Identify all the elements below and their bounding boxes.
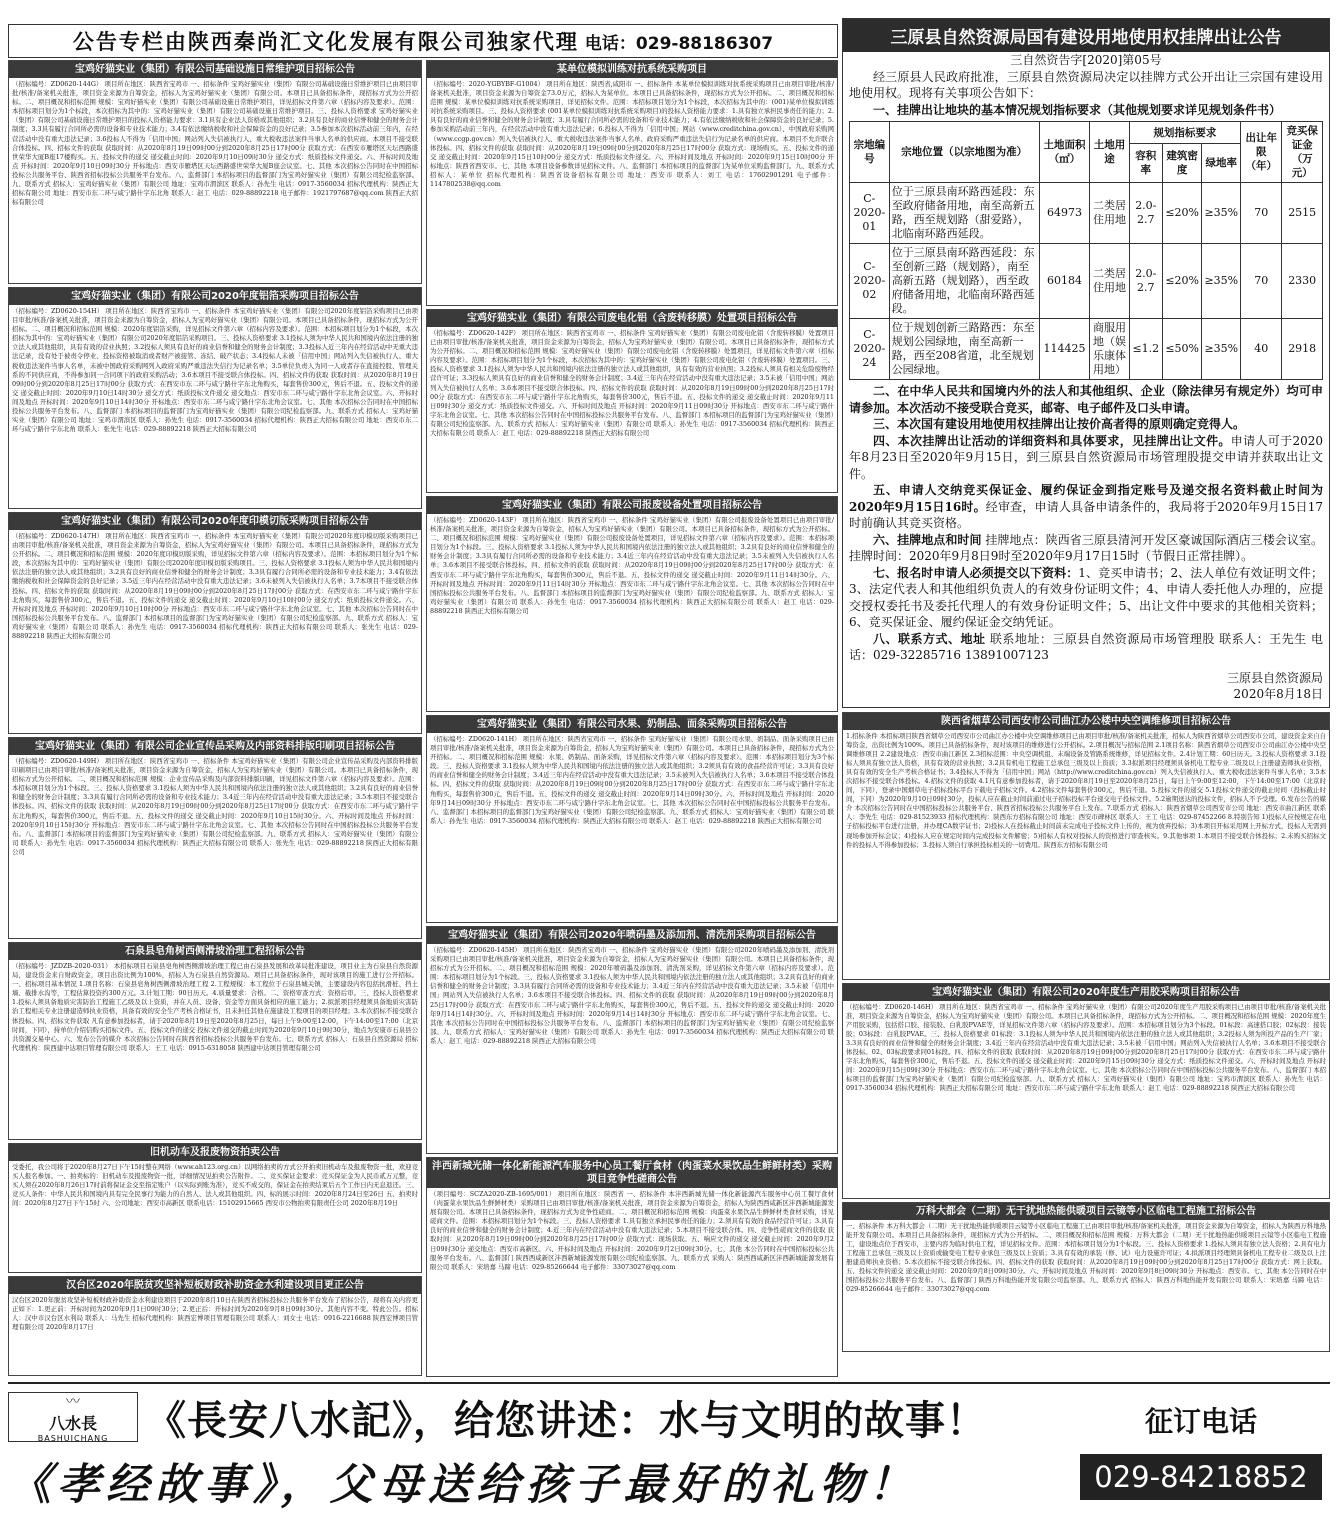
ad-slogan-2: 《孝经故事》，父母送给孩子最好的礼物！	[8, 1459, 918, 1510]
table-row	[850, 244, 1323, 319]
land-notice-title: 三原县自然资源局国有建设用地使用权挂牌出让公告	[843, 19, 1329, 52]
notice-title: 宝鸡好猫实业（集团）有限公司废电化铝（含废转移膜）处置项目招标公告	[427, 310, 837, 327]
land-auction-notice	[842, 18, 1330, 708]
notice-title: 宝鸡好猫实业（集团）有限公司2020年度生产用胶采购项目招标公告	[843, 984, 1329, 1001]
notice-b5	[426, 1157, 838, 1377]
cell-green: ≥35%	[1202, 183, 1241, 244]
th-area: 土地面积（㎡）	[1039, 122, 1090, 183]
land-notice-p8a: 八、联系方式、地址	[873, 631, 986, 646]
land-notice-p8b: 联系地址：三原县自然资源局市场管理股 联系人：王先生 电话：029-32285716 13891007123	[849, 631, 1323, 662]
notice-title: 宝鸡好猫实业（集团）有限公司2020年度铝箔采购项目招标公告	[9, 288, 421, 305]
agency-banner	[8, 24, 838, 58]
notice-body: （招标编号：ZD0620-144G） 项目所在地区：陕西省宝鸡市 一、招标条件 宝鸡好猫实业（集团）有限公司基础设施日常维护项目已由项目审批/核准/备案机关批准，项目资金来源为自筹资金，招标人为宝鸡好猫实业（集团）有限公司。本项目已具备招标条件，现招标方式为公开招标。二、项目概况和招标范围 规模：宝鸡好猫实业（集团）有限公司基础设施日常维护项目，详见招标文件第六章（招标内容及要求）。范围：本招标项目划分为1个标段，本次招标为其中的：宝鸡好猫实业（集团）有限公司基础设施日常维护项目。三、投标人资格要求 宝鸡好猫实业（集团）有限公司基础设施日常维护项目的投标人资格能力要求：3.1具有企业法人资格或其他组织；3.2具有良好的商业信誉和健全的财务会计制度；3.3具有履行合同所必需的设备和专业技术能力；3.4有依法缴纳税收和社会保障资金的良好记录；3.5参加本次招标活动前三年内，在经营活动中没有重大违法记录；3.6投标人不得为「信用中国」网站列入失信被执行人、重大税收违法案件当事人名单的供应商。本项目不接受联合体投标。四、招标文件的获取 获取时间：从2020年8月19日09时00分到2020年8月25日17时00分 获取方式：在西安市雁塔区天坛西路盛世荣华大厦B座17楼购买。五、投标文件的递交 递交截止时间：2020年9月10日09时30分 递交方式：纸质投标文件递交。六、开标时间及地点 开标时间：2020年9月10日09时30分 开标地点：西安市雁塔区天坛西路盛世荣华大厦B座会议室。七、其他 本次招标公告同时在中国招标投标公共服务平台、陕西省招标投标公共服务平台发布。八、监督部门 本招标项目的监督部门为宝鸡好猫实业（集团）有限公司纪检监察部。九、联系方式 招标人：宝鸡好猫实业（集团）有限公司 地址：宝鸡市渭滨区 联系人：孙先生 电话：0917-3560034 招标代理机构：陕西正大招标有限公司 地址：西安市东二环与咸宁路什字东北角 联系人：赵工 电话：029-88892218 电子邮件：1921797687@qq.com 陕西正大招标有限公司	[12, 80, 418, 207]
notice-title: 宝鸡好猫实业（集团）有限公司企业宣传品采购及内部资料排版印刷项目招标公告	[9, 738, 421, 755]
notice-a1	[8, 287, 422, 509]
notice-a6	[8, 1276, 422, 1376]
notice-body: （招标编号：ZD0620-147H） 项目所在地区：陕西省宝鸡市 一、招标条件 本宝鸡好猫实业（集团）有限公司2020年度印模切版采购项目已由项目审批/核准/备案机关批准，项目资金来源为自筹资金，招标人为宝鸡好猫实业（集团）有限公司。本项目已具备招标条件，现招标方式为公开招标。二、项目概况和招标范围 规模：2020年度印模切版采购，详见招标文件第六章（招标内容及要求）。范围：本招标项目划分为1个标段，本次招标为其中的：宝鸡好猫实业（集团）有限公司2020年度印模切版采购项目。三、投标人资格要求 3.1投标人须为中华人民共和国境内依法注册的独立法人或其他组织；3.2具有良好的商业信誉和健全的财务会计制度；3.3具有履行合同所必需的设备和专业技术能力；3.4有依法缴纳税收和社会保障资金的良好记录；3.5近三年内在经营活动中没有重大违法记录；3.6未被列入失信被执行人名单；3.7本项目不接受联合体投标。四、招标文件的获取 获取时间：从2020年8月19日09时00分到2020年8月25日17时00分 获取方式：在西安市东二环与咸宁路什字东北角购买，每套售价300元，售后不退。五、投标文件的递交 递交截止时间：2020年9月10日10时00分 递交方式：纸质投标文件递交。六、开标时间及地点 开标时间：2020年9月10日10时00分 开标地点：西安市东二环与咸宁路什字东北角会议室。七、其他 本次招标公告同时在中国招标投标公共服务平台发布。八、监督部门 本招标项目的监督部门为宝鸡好猫实业（集团）有限公司纪检监察部。九、联系方式 招标人：宝鸡好猫实业（集团）有限公司 联系人：孙先生 电话：0917-3560034 招标代理机构：陕西正大招标有限公司 联系人：张先生 电话：029-88892218 陕西正大招标有限公司	[12, 532, 418, 641]
notice-body: （招标编号：ZD0620-143F） 项目所在地区：陕西省宝鸡市 一、招标条件 宝鸡好猫实业（集团）有限公司报废设备处置项目已由项目审批/核准/备案机关批准，项目资金来源为自筹资金，招标人为宝鸡好猫实业（集团）有限公司。本项目已具备招标条件，现招标方式为公开招标。二、项目概况和招标范围 规模：宝鸡好猫实业（集团）有限公司报废设备处置项目，详见招标文件第六章（招标内容及要求）。范围：本招标项目划分为1个标段。三、投标人资格要求 3.1投标人须为中华人民共和国境内依法注册的独立法人或其他组织；3.2具有良好的商业信誉和健全的财务会计制度；3.3具有履行合同所必需的设备和专业技术能力；3.4近三年内在经营活动中没有重大违法记录；3.5未被列入失信被执行人名单；3.6本项目不接受联合体投标。四、招标文件的获取 获取时间：从2020年8月19日09时00分到2020年8月25日17时00分 获取方式：在西安市东二环与咸宁路什字东北角购买，每套售价300元，售后不退。五、投标文件的递交 递交截止时间：2020年9月11日14时30分。六、开标时间及地点 开标时间：2020年9月11日14时30分 开标地点：西安市东二环与咸宁路什字东北角会议室。七、其他 本次招标公告同时在中国招标投标公共服务平台发布。八、监督部门 本招标项目的监督部门为宝鸡好猫实业（集团）有限公司纪检监察部。九、联系方式 招标人：宝鸡好猫实业（集团）有限公司 联系人：孙先生 电话：0917-3560034 招标代理机构：陕西正大招标有限公司 联系人：赵工 电话：029-88892218 陕西正大招标有限公司	[430, 516, 834, 615]
notice-b4	[426, 926, 838, 1154]
cell-green: ≥35%	[1202, 319, 1241, 380]
land-notice-sec1: 一、挂牌出让地块的基本情况规划指标要求（其他规划要求详见规划条件书）	[873, 102, 1282, 117]
cell-density: ≤50%	[1162, 319, 1202, 380]
land-table	[849, 121, 1323, 380]
notice-body: 1.招标条件 本招标项目陕西省烟草公司西安市公司曲江办公楼中央空调维修项目已由项目审批/核准/备案机关批准，招标人为陕西省烟草公司西安市公司，建设资金来自自筹资金，出资比例为100%。项目已具备招标条件，现对该项目的维修进行公开招标。2.项目概况与招标范围 2.1项目名称：陕西省烟草公司西安市公司曲江办公楼中央空调维修项目 2.2建设地点：西安市曲江新区 2.3招标范围：中央空调机组、末端设备及管路系统维修，详见招标文件。2.4计划工期：60日历天。3.投标人资格要求 3.1投标人须具有独立法人资格，具有有效的营业执照；3.2具有机电工程施工总承包三级及以上资质；3.3拟派项目经理须具备机电工程专业二级及以上注册建造师执业资格，具有有效的安全生产考核合格证书；3.4投标人不得为「信用中国」网站（http://www.creditchina.gov.cn）列入失信被执行人、重大税收违法案件当事人名单；3.5本次招标不接受联合体投标。4.招标文件的获取 4.1凡有意参加投标者，请于2020年8月19日至2020年8月25日，每日上午9:00至12:00，下午14:00至17:00（北京时间，下同），登录中国烟草电子招标投标平台下载电子招标文件。4.2招标文件每套售价300元，售后不退。5.投标文件的递交 5.1投标文件递交的截止时间（投标截止时间，下同）为2020年9月10日09时30分，投标人应在截止时间前通过电子招标投标平台递交电子投标文件。5.2逾期送达的投标文件，招标人不予受理。6.发布公告的媒介 本次招标公告同时在中国招标投标公共服务平台、陕西省招标投标公共服务平台上发布。7.联系方式 招标人：陕西省烟草公司西安市公司 地址：西安市曲江新区 联系人：李先生 电话：029-81523933 招标代理机构：陕西东方招标有限公司 地址：西安市碑林区 联系人：王工 电话：029-87452266 8.特别告知 1)投标人应按规定在电子招标投标平台进行注册，并办理CA数字证书；2)投标人在投标截止时间前未完成电子投标文件上传的，视为放弃投标；3)本项目开标采用网上开标方式，投标人无需到现场参加开标会议；4)投标人应在规定时间内完成投标文件解密；5)招标人有权对投标人的资格进行审查核实。9.其他事项 1.本项目不接受联合体投标；2.未购买招标文件的投标人不得参加投标；3.投标人须自行承担投标相关的一切费用。陕西东方招标有限公司	[846, 731, 1326, 849]
subscription-box	[1072, 1388, 1330, 1512]
ad-xiaojing	[8, 1450, 1063, 1512]
cell-years: 70	[1241, 183, 1282, 244]
cell-loc: 位于三原县南环路西延段：东至政府储备用地，南至高新五路，西至规划路（甜爱路），北临南环路西延段。	[889, 183, 1039, 244]
land-notice-date: 2020年8月18日	[1233, 687, 1323, 701]
cell-far: ≤1.2	[1129, 319, 1162, 380]
cell-density: ≤20%	[1162, 183, 1202, 244]
cell-id: C-2020-24	[850, 319, 890, 380]
cell-use: 商服用地（娱乐康体用地）	[1090, 319, 1130, 380]
land-notice-p5a: 五、申请人交纳竞买保证金、履约保证金到指定账号及递交报名资料截止时间为2020年9月15日16时。	[849, 483, 1323, 514]
ad-slogan-1: 《長安八水記》，给您讲述：水与文明的故事！	[146, 1396, 987, 1444]
cell-loc: 位于规划创新三路路西：东至规划公园绿地，南至高新一路，西至208省道，北至规划公园绿地。	[889, 319, 1039, 380]
notice-b0	[426, 60, 838, 306]
column-right	[842, 18, 1330, 1378]
footer-ads	[8, 1382, 1330, 1514]
notice-body: 汉台区2020年脱贫攻坚补短板财政补助资金水利建设项目于2020年8月10日在陕西省招标投标公共服务平台发布了招标公告，现将有关内容更正如下：1.更正前：开标时间为2020年9月1日09时30分；2.更正后：开标时间为2020年9月8日09时30分。其他内容不变。特此公告。招标人：汉中市汉台区水利局 联系人：马先生 招标代理机构：陕西宏博项目管理有限公司 联系人：刘女士 电话：0916-2216688 陕西宏博项目管理有限公司 2020年8月17日	[12, 1296, 418, 1332]
land-notice-p6b: 挂牌地点：陕西省三原县清河开发区豪诚国际酒店三楼会议室。挂牌时间：2020年9月8日9时至2020年9月17日15时（节假日正常挂牌）。	[849, 532, 1323, 563]
table-row	[850, 319, 1323, 380]
agency-banner-text: 公告专栏由陕西秦尚汇文化发展有限公司独家代理	[72, 30, 579, 54]
notice-body: 一、招标条件 本万科大都会（二期）无干扰地热能供暖项目云镜等小区临电工程施工已由项目审批/核准/备案机关批准，项目资金来源为自筹资金，招标人为陕西万科地热能开发有限公司。本项目已具备招标条件，现招标方式为公开招标。二、项目概况和招标范围 规模：万科大都会（二期）无干扰地热能供暖项目云镜等小区临电工程施工，建设地点位于西安市，主要内容为临时供电工程，详见招标文件。范围：本招标项目划分为1个标段。三、投标人资格要求 1.投标人须具有独立法人资格；2.具有电力工程施工总承包三级及以上资质或输变电工程专业承包三级及以上资质；3.具有有效的承装（修、试）电力设施许可证；4.拟派项目经理须具备机电工程专业二级及以上注册建造师执业资格；5.本次招标不接受联合体投标。四、招标文件的获取 获取时间：从2020年8月19日09时00分到2020年8月25日17时00分 获取方式：网上获取。五、投标文件的递交 递交截止时间：2020年9月8日09时30分。六、开标时间及地点 开标时间：2020年9月8日09时30分 开标地点：西安市。七、其他 本公告同时在中国招标投标公共服务平台发布。八、监督部门 陕西万科地热能开发有限公司监察部。九、联系方式 招标人：陕西万科地热能开发有限公司 联系人：宋培嘉 马蹄 电话：029-85266644 电子邮件：33073027@qq.com	[846, 1221, 1326, 1294]
column-left	[8, 60, 422, 1378]
land-notice-intro: 经三原县人民政府批准，三原县自然资源局决定以挂牌方式公开出让三宗国有建设用地使用权。现将有关事项公告如下：	[849, 69, 1323, 100]
land-notice-p6a: 六、挂牌地点和时间	[873, 532, 982, 547]
bashuichang-logo	[8, 1392, 138, 1442]
land-notice-p3: 三、本次国有建设用地使用权挂牌出让按价高者得的原则确定竞得人。	[873, 417, 1246, 431]
notice-b1	[426, 309, 838, 493]
wave-icon: 〰	[66, 1394, 80, 1410]
notice-title: 宝鸡好猫实业（集团）有限公司2020年度印模切版采购项目招标公告	[9, 513, 421, 530]
cell-far: 2.0-2.7	[1129, 244, 1162, 319]
cell-green: ≥35%	[1202, 244, 1241, 319]
cell-area: 64973	[1039, 183, 1090, 244]
th-id: 宗地编号	[850, 122, 890, 183]
notice-body: （招标编号：2020-YGBYBF-G1004） 项目所在地区：陕西省,咸阳市 一、招标条件 本某单位模拟训练对抗系统采购项目已由项目审批/核准/备案机关批准，项目资金来源为自筹资金73.0万元，招标人为某单位。本项目已具备招标条件，现招标方式为公开招标。二、项目概况和招标范围 规模：某单位模拟训练对抗系统采购项目，详见招标文件。范围：本招标项目划分为1个标段，本次招标为其中的：(001)某单位模拟训练对抗系统采购项目。三、投标人资格要求 (001某单位模拟训练对抗系统采购项目)的投标人资格能力要求：1.具有独立承担民事责任的能力；2.具有良好的商业信誉和健全的财务会计制度；3.具有履行合同所必需的设备和专业技术能力；4.有依法缴纳税收和社会保障资金的良好记录；5.参加采购活动前三年内，在经营活动中没有重大违法记录；6.投标人不得为「信用中国」网站（www.creditchina.gov.cn）、中国政府采购网（www.ccgp.gov.cn）列入失信被执行人、重大税收违法案件当事人名单、政府采购严重违法失信行为记录名单的供应商。本项目不允许联合体投标。四、招标文件的获取 获取时间：从2020年8月19日09时00分到2020年8月25日17时00分 获取方式：现场购买。五、投标文件的递交 递交截止时间：2020年9月15日10时00分 递交方式：纸质投标文件递交。六、开标时间及地点 开标时间：2020年9月15日10时00分 开标地点：陕西省西安市。七、其他 本项目设备参数详见招标文件。八、监督部门 本招标项目的监督部门为某单位采购监督部门。九、联系方式 招标人：某单位 招标代理机构：陕西省设备招标有限公司 地址：西安市 联系人：刘工 电话：17602901291 电子邮件：1147802538@qq.com	[430, 80, 834, 189]
land-notice-p2: 二、在中华人民共和国境内外的法人和其他组织、企业（除法律另有规定外）均可申请参加。本次活动不接受联合竞买，邮寄、电子邮件及口头申请。	[849, 384, 1323, 415]
ad-changan	[8, 1388, 1063, 1446]
notice-b3	[426, 715, 838, 923]
cell-use: 二类居住用地	[1090, 244, 1130, 319]
th-use: 土地用途	[1090, 122, 1130, 183]
th-plan: 规划指标要求	[1129, 122, 1240, 144]
th-years: 出让年限（年）	[1241, 122, 1282, 183]
cell-years: 70	[1241, 244, 1282, 319]
notice-title: 宝鸡好猫实业（集团）有限公司报废设备处置项目招标公告	[427, 497, 837, 514]
logo-cn: 八水長	[48, 1414, 97, 1433]
notice-body: （招标编号：ZD0620-141H） 项目所在地区：陕西省宝鸡市 一、招标条件 宝鸡好猫实业（集团）有限公司水果、奶制品、面条采购项目已由项目审批/核准/备案机关批准，项目资金来源为自筹资金，招标人为宝鸡好猫实业（集团）有限公司。本项目已具备招标条件，现招标方式为公开招标。二、项目概况和招标范围 规模：水果、奶制品、面条采购，详见招标文件第六章（招标内容及要求）。范围：本招标项目划分为3个标段。三、投标人资格要求 3.1投标人须为中华人民共和国境内依法注册的独立法人或其他组织；3.2须具有有效的食品经营许可证；3.3具有良好的商业信誉和健全的财务会计制度；3.4近三年内在经营活动中没有重大违法记录；3.5未被列入失信被执行人名单；3.6本项目不接受联合体投标。四、招标文件的获取 获取时间：从2020年8月19日09时00分到2020年8月25日17时00分 获取方式：在西安市东二环与咸宁路什字东北角购买，每套售价300元，售后不退。五、投标文件的递交 递交截止时间：2020年9月14日09时30分。六、开标时间及地点 开标时间：2020年9月14日09时30分 开标地点：西安市东二环与咸宁路什字东北角会议室。七、其他 本次招标公告同时在中国招标投标公共服务平台发布。八、监督部门 本招标项目的监督部门为宝鸡好猫实业（集团）有限公司纪检监察部。九、联系方式 招标人：宝鸡好猫实业（集团）有限公司 联系人：孙先生 电话：0917-3560034 招标代理机构：陕西正大招标有限公司 联系人：赵工 电话：029-88892218 陕西正大招标有限公司	[430, 735, 834, 825]
table-row	[850, 183, 1323, 244]
notice-c2	[842, 1202, 1330, 1352]
cell-area: 60184	[1039, 244, 1090, 319]
th-deposit: 竞买保证金（万元）	[1282, 122, 1323, 183]
notice-a2	[8, 512, 422, 734]
notice-title: 沣西新城光储一体化新能源汽车服务中心员工餐厅食材（肉蛋菜水果饮品生鲜鲜材类）采购项目竞争性磋商公告	[427, 1158, 837, 1188]
notice-title: 万科大都会（二期）无干扰地热能供暖项目云镜等小区临电工程施工招标公告	[843, 1203, 1329, 1220]
notice-body: （招标编号：ZD0620-146H） 项目所在地区：陕西省宝鸡市 一、招标条件 宝鸡好猫实业（集团）有限公司2020年度生产用胶采购项目已由项目审批/核准/备案机关批准，项目资金来源为自筹资金，招标人为宝鸡好猫实业（集团）有限公司。本项目已具备招标条件，现招标方式为公开招标。二、项目概况和招标范围 规模：2020年度生产用胶采购，包括搭口胶、接装胶、白乳胶PVAE等，详见招标文件第六章（招标内容及要求）。范围：本招标项目划分为3个标段。01标段：高速搭口胶；02标段：接装胶；03标段：白乳胶PVAE。三、投标人资格要求 01标段：3.1投标人须为中华人民共和国境内依法注册的独立法人或其他组织；3.2投标人须为所投产品的生产厂家；3.3具有良好的商业信誉和健全的财务会计制度；3.4近三年内在经营活动中没有重大违法记录；3.5未被「信用中国」网站列入失信被执行人名单；3.6本项目不接受联合体投标。02、03标段要求同01标段。四、招标文件的获取 获取时间：从2020年8月19日09时00分到2020年8月25日17时00分 获取方式：在西安市东二环与咸宁路什字东北角购买，每套售价300元，售后不退。五、投标文件的递交 递交截止时间：2020年9月15日09时30分 递交方式：纸质投标文件递交。六、开标时间及地点 开标时间：2020年9月15日09时30分 开标地点：西安市东二环与咸宁路什字东北角会议室。七、其他 本次招标公告同时在中国招标投标公共服务平台发布。八、监督部门 本招标项目的监督部门为宝鸡好猫实业（集团）有限公司纪检监察部。九、联系方式 招标人：宝鸡好猫实业（集团）有限公司 地址：宝鸡市渭滨区 联系人：孙先生 电话：0917-3560034 招标代理机构：陕西正大招标有限公司 地址：西安市东二环与咸宁路什字东北角 联系人：赵工 电话：029-88892218 陕西正大招标有限公司	[846, 1002, 1326, 1093]
notice-title: 石泉县皂角树西侧滑坡治理工程招标公告	[9, 943, 421, 960]
land-notice-p7a: 七、报名时申请人必须提交以下资料：	[873, 565, 1079, 580]
notice-title: 陕西省烟草公司西安市公司曲江办公楼中央空调维修项目招标公告	[843, 713, 1329, 730]
land-notice-p5b: 经审查，申请人具备申请条件的，我局将于2020年9月15日17时前确认其竞买资格。	[849, 499, 1323, 530]
cell-id: C-2020-02	[850, 244, 890, 319]
notice-title: 宝鸡好猫实业（集团）有限公司基础设施日常维护项目招标公告	[9, 61, 421, 78]
notice-body: （招标编号：ZD0620-145H） 项目所在地区：陕西省宝鸡市 一、招标条件 宝鸡好猫实业（集团）有限公司2020年喷码墨及添加剂、清洗剂采购项目已由项目审批/核准/备案机关批准，项目资金来源为自筹资金，招标人为宝鸡好猫实业（集团）有限公司。本项目已具备招标条件，现招标方式为公开招标。二、项目概况和招标范围 规模：2020年喷码墨及添加剂、清洗剂采购，详见招标文件第六章（招标内容及要求）。范围：本招标项目划分为1个标段。三、投标人资格要求 3.1投标人须为中华人民共和国境内依法注册的独立法人或其他组织；3.2具有良好的商业信誉和健全的财务会计制度；3.3具有履行合同所必需的设备和专业技术能力；3.4近三年内在经营活动中没有重大违法记录；3.5未被「信用中国」网站列入失信被执行人名单；3.6本项目不接受联合体投标。四、招标文件的获取 获取时间：从2020年8月19日09时00分到2020年8月25日17时00分 获取方式：在西安市东二环与咸宁路什字东北角购买，每套售价300元，售后不退。五、投标文件的递交 递交截止时间：2020年9月14日14时30分。六、开标时间及地点 开标时间：2020年9月14日14时30分 开标地点：西安市东二环与咸宁路什字东北角会议室。七、其他 本次招标公告同时在中国招标投标公共服务平台发布。八、监督部门 本招标项目的监督部门为宝鸡好猫实业（集团）有限公司纪检监察部。九、联系方式 招标人：宝鸡好猫实业（集团）有限公司 联系人：孙先生 电话：0917-3560034 招标代理机构：陕西正大招标有限公司 联系人：赵工 电话：029-88892218 陕西正大招标有限公司	[430, 946, 834, 1045]
cell-years: 40	[1241, 319, 1282, 380]
logo-en: BASHUICHANG	[37, 1434, 109, 1443]
cell-area: 114425	[1039, 319, 1090, 380]
notice-a4	[8, 942, 422, 1140]
notice-body: （招标编号：ZD0620-149H） 项目所在地区：陕西省宝鸡市 一、招标条件 本宝鸡好猫实业（集团）有限公司企业宣传品采购及内部资料排版印刷项目已由项目审批/核准/备案机关批准，项目资金来源为自筹资金，招标人为宝鸡好猫实业（集团）有限公司。本项目已具备招标条件，现招标方式为公开招标。二、项目概况和招标范围 规模：企业宣传品采购及内部资料排版印刷，详见招标文件第六章（招标内容及要求）。范围：本招标项目划分为1个标段。三、投标人资格要求 3.1投标人须为中华人民共和国境内依法注册的独立法人或其他组织；3.2具有良好的商业信誉和健全的财务会计制度；3.3具有履行合同所必需的设备和专业技术能力；3.4近三年内在经营活动中没有重大违法记录；3.5本项目不接受联合体投标。四、招标文件的获取 获取时间：从2020年8月19日09时00分到2020年8月25日17时00分 获取方式：在西安市东二环与咸宁路什字东北角购买，每套售价300元，售后不退。五、投标文件的递交 递交截止时间：2020年9月10日15时30分。六、开标时间及地点 开标时间：2020年9月10日15时30分 开标地点：西安市东二环与咸宁路什字东北角会议室。七、其他 本次招标公告同时在中国招标投标公共服务平台发布。八、监督部门 本招标项目的监督部门为宝鸡好猫实业（集团）有限公司纪检监察部。九、联系方式 招标人：宝鸡好猫实业（集团）有限公司 联系人：孙先生 电话：0917-3560034 招标代理机构：陕西正大招标有限公司 联系人：张先生 电话：029-88892218 陕西正大招标有限公司	[12, 757, 418, 856]
column-middle	[426, 60, 838, 1378]
notice-c1	[842, 983, 1330, 1199]
th-density: 建筑密度	[1162, 144, 1202, 183]
land-notice-sign: 三原县自然资源局	[1226, 670, 1323, 685]
cell-loc: 位于三原县南环路西延段：东至创新三路（规划路），南至高新五路（规划路），西至政府储备用地，北临南环路西延段。	[889, 244, 1039, 319]
cell-use: 二类居住用地	[1090, 183, 1130, 244]
notice-title: 旧机动车及报废物资拍卖公告	[9, 1144, 421, 1161]
th-loc: 宗地位置（以宗地图为准）	[889, 122, 1039, 183]
notice-body: 受委托，我公司将于2020年8月27日下午15时整在网络（www.ah123.org.cn）以网络拍卖的方式公开拍卖旧机动车及报废物资一批，欢迎竞买人报名参加。一、拍卖标的：旧机动车及报废物资一批，详细情况见拍卖公告附件。二、竞买保证金要求：竞买保证金为人民币贰万元整，竞买人须在2020年8月26日17时前将保证金交至指定账户（以实际到账为准），竞买不成交的，保证金在拍卖结束后五个工作日内无息退还。三、竞买人条件：中华人民共和国境内具有完全民事行为能力的自然人、法人或其他组织。四、标的展示时间：2020年8月24日至26日 五、拍卖时间：2020年8月27日下午15时 六、公司地址：西安市高新区 联系电话：15102915665 西安市公物拍卖有限责任公司 2020年8月19日	[12, 1163, 418, 1208]
subscription-label: 征订电话	[1144, 1405, 1257, 1438]
subscription-phone: 029-84218852	[1080, 1454, 1321, 1500]
cell-density: ≤20%	[1162, 244, 1202, 319]
notice-title: 宝鸡好猫实业（集团）有限公司水果、奶制品、面条采购项目招标公告	[427, 716, 837, 733]
cell-id: C-2020-01	[850, 183, 890, 244]
agency-banner-phone: 电话：029-88186307	[584, 33, 774, 54]
notice-title: 汉台区2020年脱贫攻坚补短板财政补助资金水利建设项目更正公告	[9, 1277, 421, 1294]
notice-a5	[8, 1143, 422, 1273]
notice-body: （项目编号：SCZA2020-ZB-1695/001） 项目所在地区：陕西省 一、招标条件 本沣西新城光储一体化新能源汽车服务中心员工餐厅食材（肉蛋菜水果饮品生鲜鲜材类）采购项目已由项目审批/核准/备案机关批准，项目资金来源为自筹资金，招标人为陕西西咸新区沣西新城能源发展有限公司。本项目已具备招标条件，现招标方式为竞争性磋商。二、项目概况和招标范围 规模：肉蛋菜水果饮品生鲜鲜材类食材采购，详见磋商文件。范围：本招标项目划分为1个标段。三、投标人资格要求 1.具有独立承担民事责任的能力；2.须具有有效的食品经营许可证；3.具有良好的商业信誉和健全的财务会计制度；4.近三年内在经营活动中没有重大违法记录；5.本项目不接受联合体。四、竞争性磋商文件的获取 获取时间：从2020年8月19日09时00分到2020年8月25日17时00分 获取方式：现场获取。五、响应文件的递交 递交截止时间：2020年9月2日09时30分 递交地点：西安市高新区。六、开标时间及地点 开标时间：2020年9月2日09时30分。七、其他 本公告同时在中国招标投标公共服务平台发布。八、监督部门 陕西西咸新区沣西新城能源发展有限公司纪检监察部。九、联系方式 采购人：陕西西咸新区沣西新城能源发展有限公司 联系人：宋培嘉 马蹄 电话：029-85266644 电子邮件：33073027@qq.com	[430, 1190, 834, 1271]
land-notice-docno: 三自然资告字[2020]第05号	[1010, 53, 1162, 67]
notice-body: （招标编号：JZDZB-2020-031） 本招标项目石泉县皂角树西侧滑坡治理工程已由石泉县发展和改革局批准建设，项目业主为石泉县自然资源局，建设资金来自财政资金，项目出资比例为100%，招标人为石泉县自然资源局。项目已具备招标条件，现对该项目的施工进行公开招标。一、招标项目基本情况 1.项目名称：石泉县皂角树西侧滑坡治理工程 2.工程规模：本工程位于石泉县城关镇，主要建设内容包括抗滑桩、挡土墙、截排水沟等，工程估算投资约300万元。3.计划工期：90日历天。4.质量要求：合格。二、资格审查方式：资格后审。三、投标人资格要求 1.投标人须具备地质灾害防治工程施工乙级及以上资质，并在人员、设备、资金等方面具备相应的施工能力；2.拟派项目经理须具备地质灾害防治工程相关专业注册建造师执业资格，具备有效的安全生产考核合格证书，且未担任其他在施建设工程项目的项目经理；3.本次招标不接受联合体投标。四、招标文件获取 凡有意参加投标者，请于2020年8月19日至2020年8月25日，每日上午9:00至12:00，下午14:00至17:00（北京时间，下同），持单位介绍信购买招标文件。五、投标文件的递交 投标文件递交的截止时间为2020年9月10日9时30分，地点为安康市石泉县公共资源交易中心。六、发布公告的媒介 本次招标公告同时在陕西省招标投标公共服务平台发布。七、联系方式 招标人：石泉县自然资源局 招标代理机构：陕西建中达项目管理有限公司 联系人：王工 电话：0915-6318058 陕西建中达项目管理有限公司	[12, 962, 418, 1052]
land-notice-p7b: 1、竞买申请书；2、法人单位有效证明文件；3、法定代表人和其他组织负责人的有效身份证明文件；4、申请人委托他人办理的，应提交授权委托书及委托代理人的有效身份证明文件；5、出让文件中要求的其他相关资料；6、竞买保证金、履约保证金交纳凭证。	[849, 565, 1323, 629]
th-far: 容积率	[1129, 144, 1162, 183]
cell-far: 2.0-2.7	[1129, 183, 1162, 244]
notice-title: 某单位模拟训练对抗系统采购项目	[427, 61, 837, 78]
land-notice-p4a: 四、本次挂牌出让活动的详细资料和具体要求，见挂牌出让文件。	[873, 433, 1231, 448]
cell-deposit: 2918	[1282, 319, 1323, 380]
cell-deposit: 2330	[1282, 244, 1323, 319]
notice-b2	[426, 496, 838, 712]
cell-deposit: 2515	[1282, 183, 1323, 244]
land-notice-p4b: 申请人可于2020年8月23日至2020年9月15日，到三原县自然资源局市场管理股提交申请并获取出让文件。	[849, 433, 1323, 481]
notice-a0	[8, 60, 422, 284]
th-green: 绿地率	[1202, 144, 1241, 183]
notice-body: （招标编号：ZD0620-142F） 项目所在地区：陕西省宝鸡市 一、招标条件 宝鸡好猫实业（集团）有限公司废电化铝（含废转移膜）处置项目已由项目审批/核准/备案机关批准，项目资金来源为自筹资金，招标人为宝鸡好猫实业（集团）有限公司。本项目已具备招标条件，现招标方式为公开招标。二、项目概况和招标范围 规模：宝鸡好猫实业（集团）有限公司废电化铝（含废转移膜）处置项目，详见招标文件第六章（招标内容及要求）。范围：本招标项目划分为1个标段，本次招标为其中的：宝鸡好猫实业（集团）有限公司废电化铝（含废转移膜）处置项目。三、投标人资格要求 3.1投标人须为中华人民共和国境内依法注册的独立法人或其他组织，具有有效的营业执照；3.2投标人须具有相关危险废物经营许可证；3.3投标人须具有良好的商业信誉和健全的财务会计制度；3.4近三年内在经营活动中没有重大违法记录；3.5未被「信用中国」网站列入失信被执行人名单；3.6本项目不接受联合体投标。四、招标文件的获取 获取时间：从2020年8月19日09时00分到2020年8月25日17时00分 获取方式：在西安市东二环与咸宁路什字东北角购买，每套售价300元，售后不退。五、投标文件的递交 递交截止时间：2020年9月11日09时30分 递交方式：纸质投标文件递交。六、开标时间及地点 开标时间：2020年9月11日09时30分 开标地点：西安市东二环与咸宁路什字东北角会议室。七、其他 本次招标公告同时在中国招标投标公共服务平台发布。八、监督部门 本招标项目的监督部门为宝鸡好猫实业（集团）有限公司纪检监察部。九、联系方式 招标人：宝鸡好猫实业（集团）有限公司 联系人：孙先生 电话：0917-3560034 招标代理机构：陕西正大招标有限公司 联系人：赵工 电话：029-88892218 陕西正大招标有限公司	[430, 329, 834, 438]
notice-title: 宝鸡好猫实业（集团）有限公司2020年喷码墨及添加剂、清洗剂采购项目招标公告	[427, 927, 837, 944]
notice-c0	[842, 712, 1330, 980]
notice-a3	[8, 737, 422, 939]
notice-body: （招标编号：ZD0620-154H） 项目所在地区：陕西省宝鸡市 一、招标条件 本宝鸡好猫实业（集团）有限公司2020年度铝箔采购项目已由项目审批/核准/备案机关批准，项目资金来源为自筹资金，招标人为宝鸡好猫实业（集团）有限公司。本项目已具备招标条件，现招标方式为公开招标。二、项目概况和招标范围 规模：2020年度铝箔采购，详见招标文件第六章（招标内容及要求）。范围：本招标项目划分为1个标段，本次招标为其中的：宝鸡好猫实业（集团）有限公司2020年度铝箔采购项目。三、投标人资格要求 3.1投标人须为中华人民共和国境内依法注册的独立法人或其他组织，具有有效的营业执照；3.2投标人须具有良好的商业信誉和健全的财务会计制度；3.3投标人近三年内在经营活动中无重大违法记录，没有处于被责令停业、投标资格被取消或者财产被接管、冻结、破产状态；3.4投标人未被「信用中国」网站列入失信被执行人、重大税收违法案件当事人名单，未被中国政府采购网列入政府采购严重违法失信行为记录名单；3.5单位负责人为同一人或者存在直接控股、管理关系的不同供应商，不得参加同一合同项下的政府采购活动；3.6本项目不接受联合体投标。四、招标文件的获取 获取时间：从2020年8月19日09时00分到2020年8月25日17时00分 获取方式：在西安市东二环与咸宁路什字东北角购买，每套售价300元，售后不退。五、投标文件的递交 递交截止时间：2020年9月10日14时30分 递交方式：纸质投标文件递交 递交地点：西安市东二环与咸宁路什字东北角会议室。六、开标时间及地点 开标时间：2020年9月10日14时30分 开标地点：西安市东二环与咸宁路什字东北角会议室。七、其他 本次招标公告同时在中国招标投标公共服务平台发布。八、监督部门 本招标项目的监督部门为宝鸡好猫实业（集团）有限公司纪检监察部。九、联系方式 招标人：宝鸡好猫实业（集团）有限公司 地址：宝鸡市渭滨区 联系人：孙先生 电话：0917-3560034 招标代理机构：陕西正大招标有限公司 地址：西安市东二环与咸宁路什字东北角 联系人：张先生 电话：029-88892218 陕西正大招标有限公司	[12, 307, 418, 434]
